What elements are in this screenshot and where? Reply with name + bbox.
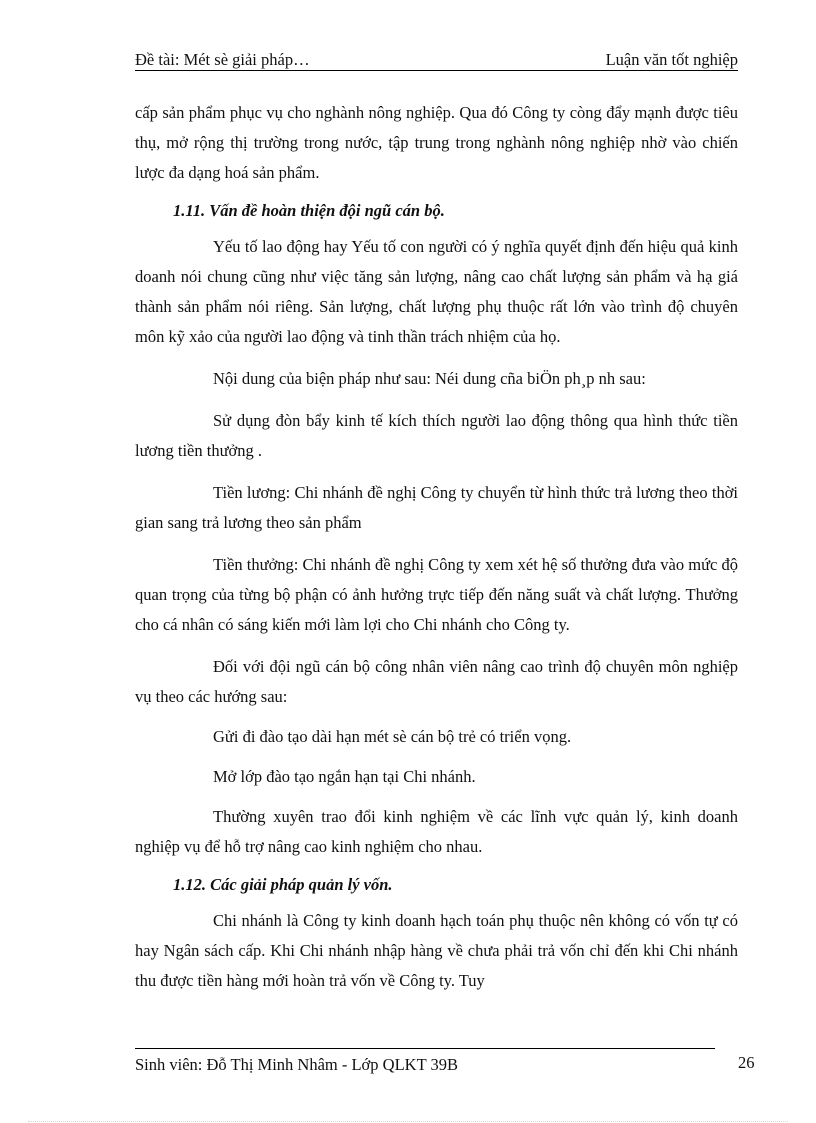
footer-rule [135,1048,715,1049]
paragraph-long-term-training: Gửi đi đào tạo dài hạn mét sè cán bộ trẻ có triển vọng. [213,727,572,746]
header-thesis-label: Luận văn tốt nghiệp [605,50,738,69]
page-header [135,50,738,71]
paragraph-measures-intro: Nội dung của biện pháp như sau: Néi dung cña biÖn ph¸p nh sau: [213,369,646,388]
paragraph-salary: Tiền lương: Chi nhánh đề nghị Công ty chuyển từ hình thức trả lương theo thời gian sang trả lương theo sản phẩm [135,483,738,532]
paragraph-short-term-training: Mở lớp đào tạo ngắn hạn tại Chi nhánh. [213,767,476,786]
section-heading-1-12: 1.12. Các giải pháp quản lý vốn. [173,875,393,894]
section-heading-1-11: 1.11. Vấn đề hoàn thiện đội ngũ cán bộ. [173,201,445,220]
paragraph-bonus: Tiền thưởng: Chi nhánh đề nghị Công ty xem xét hệ số thưởng đưa vào mức độ quan trọng của từng bộ phận có ảnh hưởng trực tiếp đến năng suất và chất lượng. Thưởng cho cá nhân có sáng kiến mới làm lợi cho Chi nhánh cho Công ty. [135,555,738,634]
footer-student: Sinh viên: Đỗ Thị Minh Nhâm - Lớp QLKT 39B [135,1055,458,1074]
paragraph-capital: Chi nhánh là Công ty kinh doanh hạch toán phụ thuộc nên không có vốn tự có hay Ngân sách cấp. Khi Chi nhánh nhập hàng về chưa phải trả vốn chỉ đến khi Chi nhánh thu được tiền hàng mới hoàn trả vốn về Công ty. Tuy [135,911,738,990]
paragraph-experience-exchange: Thường xuyên trao đổi kinh nghiệm về các lĩnh vực quản lý, kinh doanh nghiệp vụ để hỗ trợ nâng cao kinh nghiệm cho nhau. [135,807,738,856]
page-bottom-divider [28,1121,788,1122]
paragraph-leverage: Sử dụng đòn bẩy kinh tế kích thích người lao động thông qua hình thức tiền lương tiền thưởng . [135,411,738,460]
paragraph-labor-factor: Yếu tố lao động hay Yếu tố con người có ý nghĩa quyết định đến hiệu quả kinh doanh nói chung cũng như việc tăng sản lượng, nâng cao chất lượng sản phẩm và hạ giá thành sản phẩm nói riêng. Sản lượng, chất lượng phụ thuộc rất lớn vào trình độ chuyên môn kỹ xảo của người lao động và tinh thần trách nhiệm của họ. [135,237,738,346]
page-content [135,98,738,996]
header-topic: Đề tài: Mét sè giải pháp… [135,50,310,69]
paragraph-staff-training: Đối với đội ngũ cán bộ công nhân viên nâng cao trình độ chuyên môn nghiệp vụ theo các hướng sau: [135,657,738,706]
paragraph-continuation: cấp sản phẩm phục vụ cho nghành nông nghiệp. Qua đó Công ty còng đẩy mạnh được tiêu thụ, mở rộng thị trường trong nước, tập trung trong nghành nông nghiệp nhờ vào chiến lược đa dạng hoá sản phẩm. [135,103,738,182]
page-number: 26 [738,1053,755,1072]
